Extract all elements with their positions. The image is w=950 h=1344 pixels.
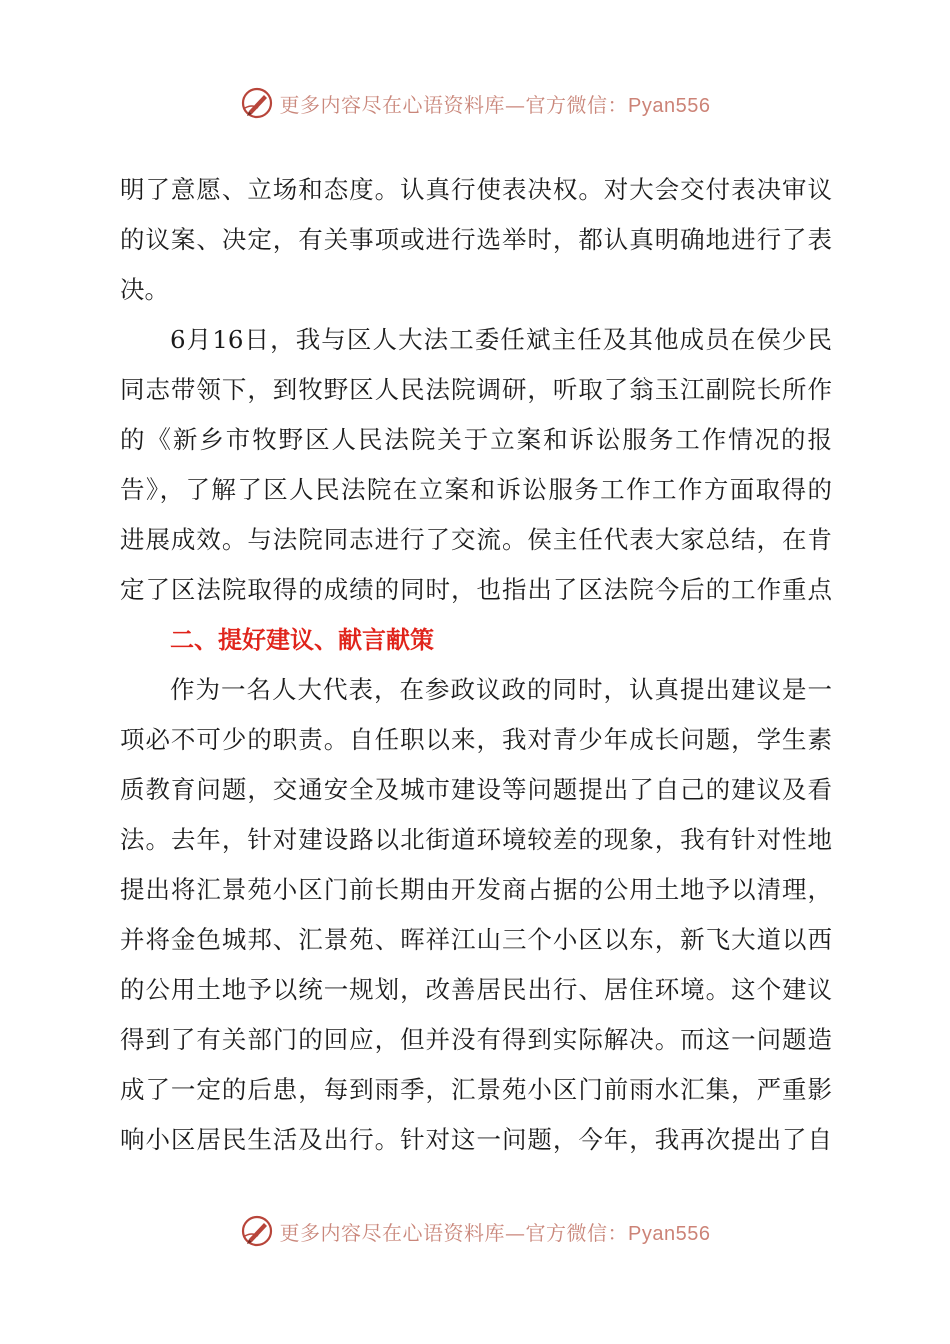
text-line: 同志带领下，到牧野区人民法院调研，听取了翁玉江副院长所作	[120, 375, 832, 404]
footer-banner	[0, 1211, 950, 1251]
banner-text: 更多内容尽在心语资料库—官方微信：Pyan556	[279, 1220, 711, 1245]
text-line: 的议案、决定，有关事项或进行选举时，都认真明确地进行了表	[120, 225, 832, 254]
text-line: 提出将汇景苑小区门前长期由开发商占据的公用土地予以清理，	[120, 875, 832, 904]
text-line: 法。去年，针对建设路以北街道环境较差的现象，我有针对性地	[120, 825, 832, 854]
section-heading: 二、提好建议、献言献策	[170, 626, 434, 654]
text-line: 成了一定的后患，每到雨季，汇景苑小区门前雨水汇集，严重影	[120, 1075, 832, 1104]
text-line: 定了区法院取得的成绩的同时，也指出了区法院今后的工作重点	[120, 575, 832, 604]
pen-logo-icon	[240, 86, 274, 120]
pen-logo-icon	[240, 1214, 274, 1248]
text-line: 作为一名人大代表，在参政议政的同时，认真提出建议是一	[170, 675, 832, 704]
text-line: 决。	[120, 275, 169, 304]
body-text	[120, 165, 832, 1165]
text-line: 项必不可少的职责。自任职以来，我对青少年成长问题，学生素	[120, 725, 832, 754]
text-line: 明了意愿、立场和态度。认真行使表决权。对大会交付表决审议	[120, 175, 832, 204]
header-banner	[0, 83, 950, 123]
text-line: 并将金色城邦、汇景苑、晖祥江山三个小区以东，新飞大道以西	[120, 925, 832, 954]
text-line: 的公用土地予以统一规划，改善居民出行、居住环境。这个建议	[120, 975, 832, 1004]
text-line: 质教育问题，交通安全及城市建设等问题提出了自己的建议及看	[120, 775, 832, 804]
text-line: 的《新乡市牧野区人民法院关于立案和诉讼服务工作情况的报	[120, 425, 832, 454]
text-line: 得到了有关部门的回应，但并没有得到实际解决。而这一问题造	[120, 1025, 832, 1054]
text-line: 响小区居民生活及出行。针对这一问题，今年，我再次提出了自	[120, 1125, 832, 1154]
text-line: 告》，了解了区人民法院在立案和诉讼服务工作工作方面取得的	[120, 475, 832, 504]
text-line: 6月16日，我与区人大法工委任斌主任及其他成员在侯少民	[170, 325, 832, 354]
banner-text: 更多内容尽在心语资料库—官方微信：Pyan556	[279, 92, 711, 117]
text-line: 进展成效。与法院同志进行了交流。侯主任代表大家总结，在肯	[120, 525, 832, 554]
